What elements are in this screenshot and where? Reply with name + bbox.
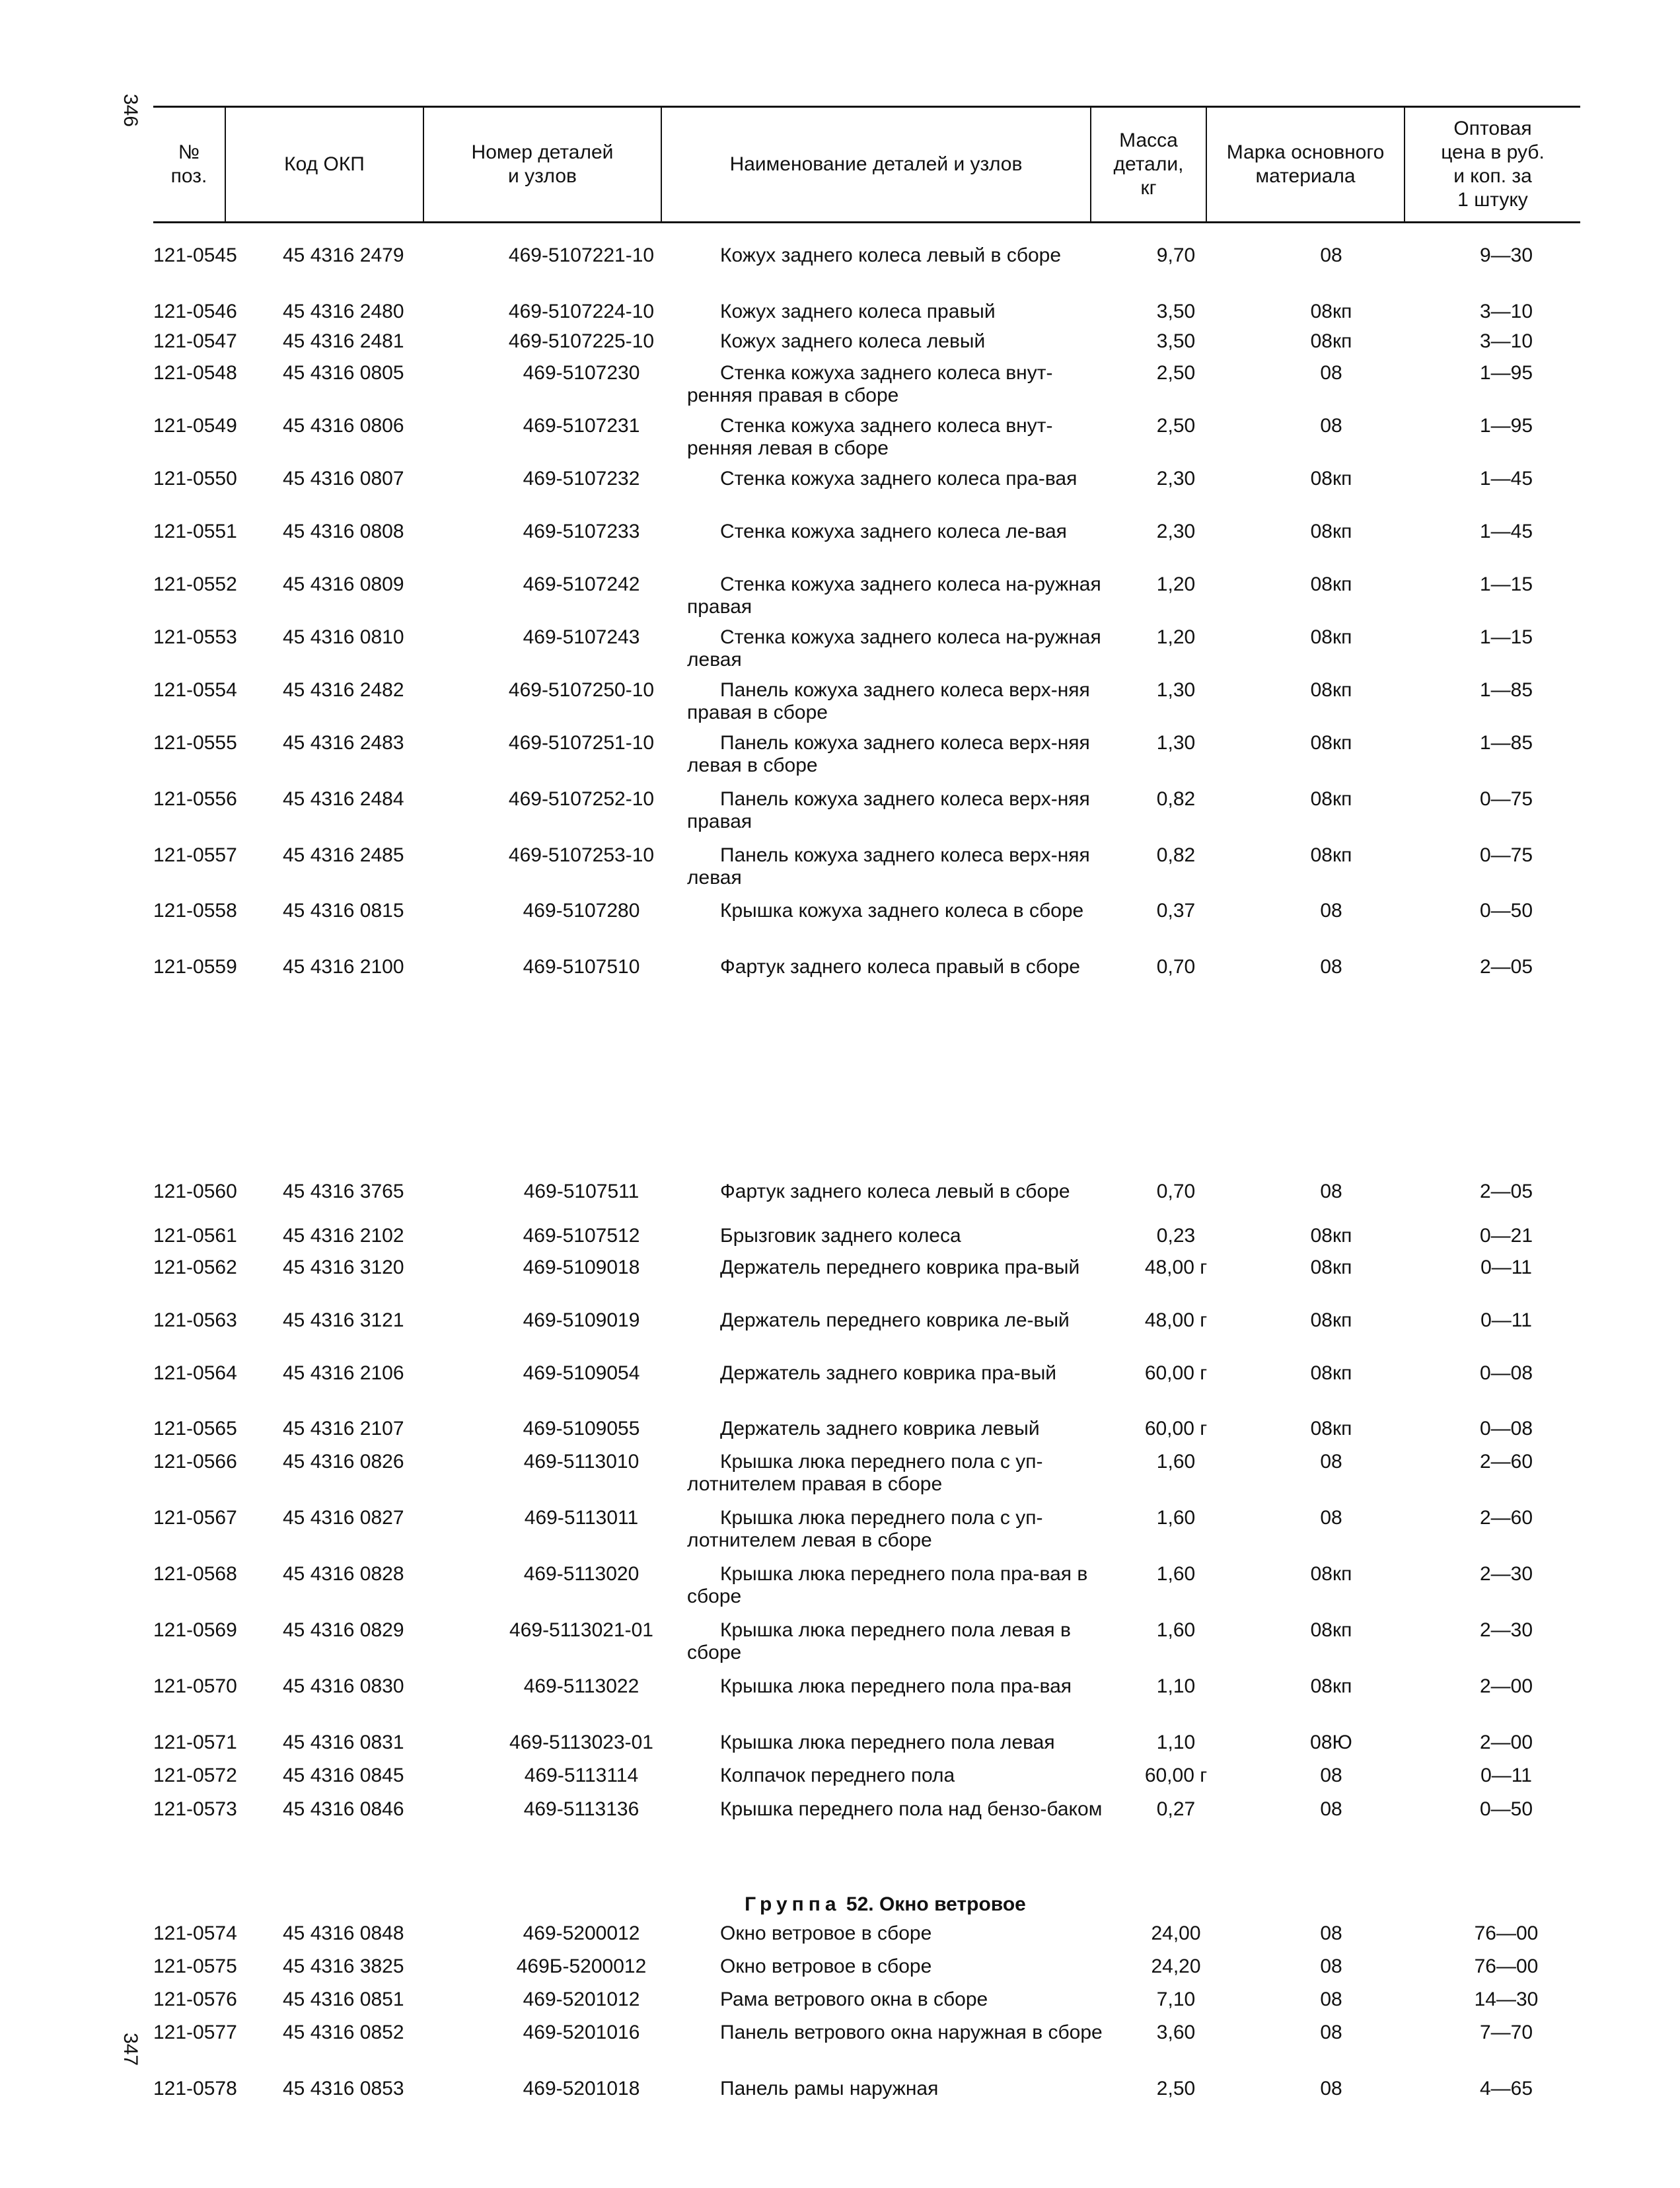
cell-okp: 45 4316 0845: [283, 1765, 404, 1786]
cell-mass: 0,82: [1156, 844, 1196, 866]
cell-part-number: 469-5107242: [523, 573, 640, 595]
cell-part-number: 469-5107230: [523, 362, 640, 384]
cell-okp: 45 4316 0831: [283, 1732, 404, 1753]
cell-material: 08Ю: [1310, 1732, 1352, 1753]
cell-price: 0—50: [1479, 900, 1533, 922]
cell-price: 3—10: [1479, 330, 1533, 352]
cell-price: 0—75: [1479, 844, 1533, 866]
cell-part-name: Крышка люка переднего пола левая в сборе: [687, 1619, 1071, 1663]
cell-material: 08: [1320, 1181, 1342, 1202]
cell-mass: 1,20: [1156, 626, 1196, 648]
cell-material: 08: [1320, 2022, 1342, 2043]
header-mass: Масса детали, кг: [1091, 108, 1207, 221]
cell-mass: 48,00 г: [1144, 1257, 1208, 1278]
cell-price: 7—70: [1479, 2022, 1533, 2043]
cell-okp: 45 4316 2485: [283, 844, 404, 866]
cell-part-number: 469-5107252-10: [508, 788, 655, 810]
cell-part-name: Панель кожуха заднего колеса верх-няя правая: [687, 788, 1090, 832]
cell-material: 08: [1320, 1988, 1342, 2010]
cell-okp: 45 4316 3825: [283, 1955, 404, 1977]
cell-mass: 24,20: [1151, 1955, 1201, 1977]
cell-price: 2—30: [1479, 1619, 1533, 1641]
cell-pos: 121-0553: [153, 626, 237, 648]
cell-part-number: 469-5113023-01: [509, 1732, 653, 1753]
cell-material: 08: [1320, 1765, 1342, 1786]
cell-mass: 2,50: [1156, 362, 1196, 384]
cell-part-name: Стенка кожуха заднего колеса пра-вая: [720, 468, 1077, 490]
cell-price: 0—08: [1479, 1418, 1533, 1440]
cell-part-name: Окно ветровое в сборе: [720, 1922, 932, 1944]
cell-pos: 121-0566: [153, 1451, 237, 1473]
cell-part-name: Держатель заднего коврика пра-вый: [720, 1362, 1057, 1384]
group-heading: [687, 1893, 1083, 1916]
cell-mass: 0,23: [1156, 1225, 1196, 1247]
group-heading-title: 52. Окно ветровое: [846, 1893, 1026, 1915]
cell-price: 9—30: [1479, 244, 1533, 266]
cell-material: 08кп: [1310, 468, 1352, 490]
cell-pos: 121-0568: [153, 1563, 237, 1585]
cell-material: 08: [1320, 1798, 1342, 1820]
cell-material: 08кп: [1310, 1675, 1352, 1697]
cell-price: 3—10: [1479, 301, 1533, 322]
cell-okp: 45 4316 0805: [283, 362, 404, 384]
cell-part-number: 469-5107233: [523, 521, 640, 542]
cell-okp: 45 4316 0806: [283, 415, 404, 437]
cell-okp: 45 4316 0846: [283, 1798, 404, 1820]
cell-pos: 121-0577: [153, 2022, 237, 2043]
cell-part-number: 469-5107280: [523, 900, 640, 922]
cell-material: 08кп: [1310, 1619, 1352, 1641]
cell-mass: 24,00: [1151, 1922, 1201, 1944]
cell-part-name: Окно ветровое в сборе: [720, 1955, 932, 1977]
cell-price: 1—95: [1479, 362, 1533, 384]
cell-mass: 2,30: [1156, 468, 1196, 490]
cell-material: 08кп: [1310, 626, 1352, 648]
cell-mass: 2,50: [1156, 415, 1196, 437]
cell-part-number: 469-5201012: [523, 1988, 640, 2010]
cell-part-number: 469-5107224-10: [508, 301, 655, 322]
cell-okp: 45 4316 0853: [283, 2078, 404, 2099]
cell-mass: 48,00 г: [1144, 1309, 1208, 1331]
cell-okp: 45 4316 0809: [283, 573, 404, 595]
cell-pos: 121-0556: [153, 788, 237, 810]
cell-price: 0—75: [1479, 788, 1533, 810]
cell-material: 08кп: [1310, 330, 1352, 352]
cell-material: 08: [1320, 1507, 1342, 1529]
cell-material: 08: [1320, 1922, 1342, 1944]
cell-material: 08кп: [1310, 844, 1352, 866]
cell-okp: 45 4316 3121: [283, 1309, 404, 1331]
cell-price: 0—11: [1480, 1765, 1532, 1786]
cell-material: 08: [1320, 956, 1342, 978]
header-material: Марка основного материала: [1207, 108, 1405, 221]
cell-material: 08: [1320, 362, 1342, 384]
cell-part-number: 469-5107251-10: [508, 732, 655, 754]
cell-mass: 1,60: [1156, 1563, 1196, 1585]
cell-part-name: Панель ветрового окна наружная в сборе: [720, 2022, 1103, 2043]
cell-price: 2—60: [1479, 1451, 1533, 1473]
cell-pos: 121-0545: [153, 244, 237, 266]
cell-okp: 45 4316 0807: [283, 468, 404, 490]
cell-part-number: 469-5113022: [523, 1675, 639, 1697]
cell-okp: 45 4316 0808: [283, 521, 404, 542]
cell-mass: 0,82: [1156, 788, 1196, 810]
cell-okp: 45 4316 2479: [283, 244, 404, 266]
cell-part-number: 469-5109055: [523, 1418, 640, 1440]
cell-pos: 121-0578: [153, 2078, 237, 2099]
cell-mass: 0,37: [1156, 900, 1196, 922]
cell-part-name: Стенка кожуха заднего колеса внут-ренняя левая в сборе: [687, 415, 1053, 459]
cell-pos: 121-0560: [153, 1181, 237, 1202]
header-name: Наименование деталей и узлов: [662, 108, 1091, 221]
cell-part-name: Стенка кожуха заднего колеса внут-ренняя правая в сборе: [687, 362, 1053, 406]
cell-part-name: Держатель переднего коврика ле-вый: [720, 1309, 1070, 1331]
cell-mass: 7,10: [1156, 1988, 1196, 2010]
cell-part-number: 469-5109018: [523, 1257, 640, 1278]
table-header: [153, 106, 1580, 223]
cell-pos: 121-0570: [153, 1675, 237, 1697]
cell-mass: 60,00 г: [1144, 1765, 1208, 1786]
cell-part-number: 469-5200012: [523, 1922, 640, 1944]
cell-mass: 1,60: [1156, 1451, 1196, 1473]
cell-pos: 121-0561: [153, 1225, 237, 1247]
cell-okp: 45 4316 3765: [283, 1181, 404, 1202]
cell-okp: 45 4316 2106: [283, 1362, 404, 1384]
cell-mass: 1,30: [1156, 732, 1196, 754]
header-price: Оптовая цена в руб. и коп. за 1 штуку: [1441, 118, 1545, 211]
cell-material: 08: [1320, 2078, 1342, 2099]
cell-price: 4—65: [1479, 2078, 1533, 2099]
cell-mass: 1,10: [1156, 1732, 1196, 1753]
cell-price: 1—45: [1479, 521, 1533, 542]
cell-part-name: Брызговик заднего колеса: [720, 1225, 961, 1247]
cell-material: 08: [1320, 900, 1342, 922]
cell-part-number: 469-5113020: [523, 1563, 639, 1585]
cell-price: 1—45: [1479, 468, 1533, 490]
cell-part-name: Крышка люка переднего пола пра-вая в сборе: [687, 1563, 1088, 1607]
cell-part-number: 469-5107511: [523, 1181, 639, 1202]
cell-material: 08: [1320, 1955, 1342, 1977]
cell-part-name: Крышка люка переднего пола пра-вая: [720, 1675, 1072, 1697]
cell-part-name: Панель кожуха заднего колеса верх-няя правая в сборе: [687, 679, 1090, 723]
cell-part-number: 469-5113010: [523, 1451, 639, 1473]
cell-price: 76—00: [1474, 1955, 1539, 1977]
cell-okp: 45 4316 2481: [283, 330, 404, 352]
cell-okp: 45 4316 0848: [283, 1922, 404, 1944]
cell-pos: 121-0562: [153, 1257, 237, 1278]
cell-part-name: Фартук заднего колеса правый в сборе: [720, 956, 1080, 978]
cell-pos: 121-0547: [153, 330, 237, 352]
header-okp: Код ОКП: [226, 108, 424, 221]
header-number: Номер деталей и узлов: [424, 108, 662, 221]
cell-material: 08: [1320, 244, 1342, 266]
cell-part-number: 469-5107232: [523, 468, 640, 490]
cell-material: 08кп: [1310, 1225, 1352, 1247]
cell-mass: 3,50: [1156, 330, 1196, 352]
cell-price: 2—00: [1479, 1675, 1533, 1697]
cell-pos: 121-0549: [153, 415, 237, 437]
cell-price: 0—11: [1480, 1309, 1532, 1331]
cell-material: 08кп: [1310, 1362, 1352, 1384]
cell-part-name: Стенка кожуха заднего колеса на-ружная правая: [687, 573, 1101, 618]
cell-part-name: Держатель переднего коврика пра-вый: [720, 1257, 1080, 1278]
cell-part-name: Кожух заднего колеса левый: [720, 330, 986, 352]
cell-okp: 45 4316 0828: [283, 1563, 404, 1585]
cell-part-number: 469-5109054: [523, 1362, 640, 1384]
cell-material: 08: [1320, 1451, 1342, 1473]
cell-pos: 121-0558: [153, 900, 237, 922]
cell-pos: 121-0571: [153, 1732, 237, 1753]
cell-price: 0—21: [1479, 1225, 1533, 1247]
cell-part-name: Крышка переднего пола над бензо-баком: [720, 1798, 1103, 1820]
page-number-top: 346: [120, 93, 142, 128]
cell-okp: 45 4316 2100: [283, 956, 404, 978]
cell-pos: 121-0554: [153, 679, 237, 701]
cell-pos: 121-0546: [153, 301, 237, 322]
cell-mass: 3,50: [1156, 301, 1196, 322]
cell-price: 0—11: [1480, 1257, 1532, 1278]
cell-material: 08кп: [1310, 1418, 1352, 1440]
cell-pos: 121-0569: [153, 1619, 237, 1641]
group-heading-word: Группа: [745, 1893, 841, 1915]
cell-material: 08кп: [1310, 301, 1352, 322]
cell-price: 76—00: [1474, 1922, 1539, 1944]
cell-price: 2—00: [1479, 1732, 1533, 1753]
cell-pos: 121-0572: [153, 1765, 237, 1786]
cell-material: 08кп: [1310, 573, 1352, 595]
cell-price: 0—08: [1479, 1362, 1533, 1384]
cell-okp: 45 4316 2102: [283, 1225, 404, 1247]
cell-okp: 45 4316 2482: [283, 679, 404, 701]
cell-part-name: Крышка люка переднего пола левая: [720, 1732, 1055, 1753]
cell-part-name: Крышка люка переднего пола с уп-лотнителем правая в сборе: [687, 1451, 1043, 1495]
cell-part-name: Крышка кожуха заднего колеса в сборе: [720, 900, 1084, 922]
cell-part-number: 469-5113136: [523, 1798, 639, 1820]
cell-part-number: 469-5201018: [523, 2078, 640, 2099]
cell-mass: 0,70: [1156, 1181, 1196, 1202]
cell-material: 08кп: [1310, 1309, 1352, 1331]
cell-mass: 2,30: [1156, 521, 1196, 542]
cell-price: 2—30: [1479, 1563, 1533, 1585]
cell-part-number: 469-5113114: [524, 1765, 639, 1786]
header-pos: № поз.: [153, 108, 226, 221]
cell-part-number: 469-5107510: [523, 956, 640, 978]
cell-mass: 60,00 г: [1144, 1362, 1208, 1384]
cell-material: 08кп: [1310, 679, 1352, 701]
cell-okp: 45 4316 0851: [283, 1988, 404, 2010]
cell-pos: 121-0564: [153, 1362, 237, 1384]
cell-okp: 45 4316 2480: [283, 301, 404, 322]
cell-pos: 121-0548: [153, 362, 237, 384]
cell-material: 08кп: [1310, 1257, 1352, 1278]
cell-part-name: Панель рамы наружная: [720, 2078, 939, 2099]
cell-price: 2—05: [1479, 1181, 1533, 1202]
cell-part-number: 469-5201016: [523, 2022, 640, 2043]
cell-price: 1—15: [1479, 626, 1533, 648]
cell-pos: 121-0557: [153, 844, 237, 866]
cell-part-number: 469-5113011: [524, 1507, 639, 1529]
cell-price: 0—50: [1479, 1798, 1533, 1820]
cell-okp: 45 4316 3120: [283, 1257, 404, 1278]
cell-part-number: 469-5109019: [523, 1309, 640, 1331]
cell-part-number: 469-5113021-01: [509, 1619, 653, 1641]
cell-mass: 0,70: [1156, 956, 1196, 978]
cell-pos: 121-0552: [153, 573, 237, 595]
cell-material: 08кп: [1310, 788, 1352, 810]
cell-part-name: Стенка кожуха заднего колеса ле-вая: [720, 521, 1067, 542]
cell-price: 1—95: [1479, 415, 1533, 437]
cell-okp: 45 4316 2484: [283, 788, 404, 810]
cell-pos: 121-0563: [153, 1309, 237, 1331]
cell-part-number: 469-5107231: [523, 415, 640, 437]
cell-pos: 121-0555: [153, 732, 237, 754]
cell-price: 2—60: [1479, 1507, 1533, 1529]
cell-material: 08кп: [1310, 1563, 1352, 1585]
cell-pos: 121-0565: [153, 1418, 237, 1440]
cell-okp: 45 4316 0815: [283, 900, 404, 922]
cell-part-name: Держатель заднего коврика левый: [720, 1418, 1040, 1440]
cell-part-number: 469-5107225-10: [508, 330, 655, 352]
cell-mass: 1,10: [1156, 1675, 1196, 1697]
cell-mass: 1,60: [1156, 1619, 1196, 1641]
cell-okp: 45 4316 0827: [283, 1507, 404, 1529]
cell-price: 14—30: [1474, 1988, 1539, 2010]
cell-pos: 121-0574: [153, 1922, 237, 1944]
cell-part-name: Фартук заднего колеса левый в сборе: [720, 1181, 1070, 1202]
cell-okp: 45 4316 0826: [283, 1451, 404, 1473]
cell-part-name: Панель кожуха заднего колеса верх-няя левая в сборе: [687, 732, 1090, 776]
cell-okp: 45 4316 0810: [283, 626, 404, 648]
cell-mass: 9,70: [1156, 244, 1196, 266]
cell-part-name: Колпачок переднего пола: [720, 1765, 955, 1786]
cell-material: 08: [1320, 415, 1342, 437]
cell-mass: 1,20: [1156, 573, 1196, 595]
cell-part-number: 469-5107253-10: [508, 844, 655, 866]
cell-okp: 45 4316 0852: [283, 2022, 404, 2043]
cell-part-number: 469-5107221-10: [508, 244, 655, 266]
cell-mass: 0,27: [1156, 1798, 1196, 1820]
cell-mass: 3,60: [1156, 2022, 1196, 2043]
cell-part-name: Панель кожуха заднего колеса верх-няя левая: [687, 844, 1090, 889]
cell-mass: 1,30: [1156, 679, 1196, 701]
cell-okp: 45 4316 2107: [283, 1418, 404, 1440]
cell-okp: 45 4316 0829: [283, 1619, 404, 1641]
cell-okp: 45 4316 2483: [283, 732, 404, 754]
cell-price: 1—15: [1479, 573, 1533, 595]
cell-mass: 2,50: [1156, 2078, 1196, 2099]
cell-pos: 121-0559: [153, 956, 237, 978]
page-number-bottom: 347: [120, 2032, 142, 2066]
cell-pos: 121-0551: [153, 521, 237, 542]
cell-material: 08кп: [1310, 732, 1352, 754]
cell-part-number: 469-5107512: [523, 1225, 640, 1247]
cell-part-number: 469Б-5200012: [516, 1955, 647, 1977]
cell-part-name: Стенка кожуха заднего колеса на-ружная левая: [687, 626, 1101, 671]
cell-okp: 45 4316 0830: [283, 1675, 404, 1697]
cell-pos: 121-0576: [153, 1988, 237, 2010]
cell-pos: 121-0573: [153, 1798, 237, 1820]
cell-part-name: Крышка люка переднего пола с уп-лотнителем левая в сборе: [687, 1507, 1043, 1551]
cell-price: 2—05: [1479, 956, 1533, 978]
cell-mass: 60,00 г: [1144, 1418, 1208, 1440]
cell-price: 1—85: [1479, 679, 1533, 701]
cell-price: 1—85: [1479, 732, 1533, 754]
cell-mass: 1,60: [1156, 1507, 1196, 1529]
cell-part-name: Кожух заднего колеса левый в сборе: [720, 244, 1062, 266]
cell-pos: 121-0575: [153, 1955, 237, 1977]
cell-part-number: 469-5107243: [523, 626, 640, 648]
cell-pos: 121-0550: [153, 468, 237, 490]
cell-part-number: 469-5107250-10: [508, 679, 655, 701]
cell-material: 08кп: [1310, 521, 1352, 542]
cell-part-name: Рама ветрового окна в сборе: [720, 1988, 988, 2010]
cell-pos: 121-0567: [153, 1507, 237, 1529]
cell-part-name: Кожух заднего колеса правый: [720, 301, 996, 322]
